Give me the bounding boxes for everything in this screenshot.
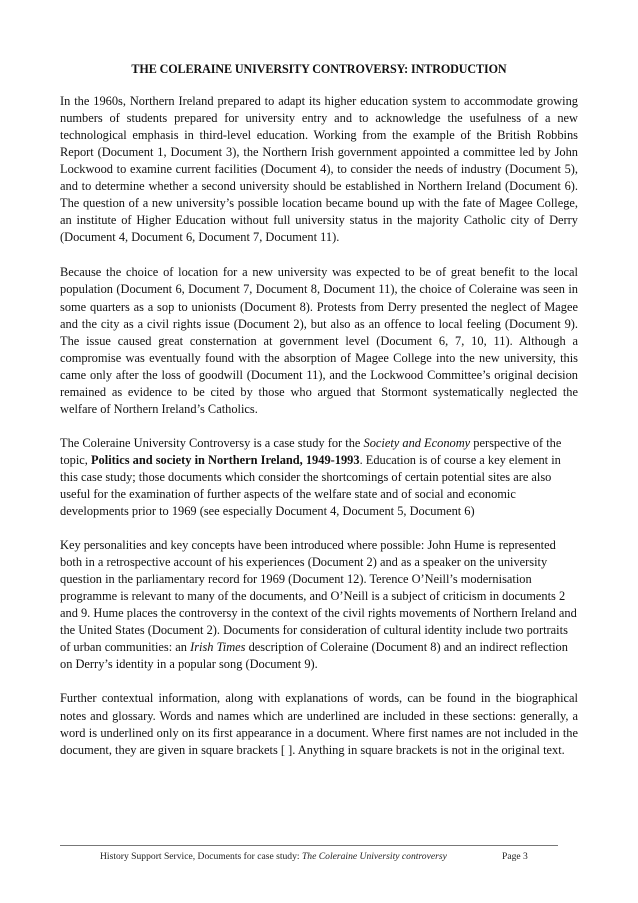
body-text: [60, 93, 578, 759]
footer-source: History Support Service, Documents for case study:: [100, 851, 302, 862]
page-number: Page 3: [502, 851, 528, 862]
footer-case-study-title: The Coleraine University controversy: [301, 851, 447, 862]
paragraph-1: In the 1960s, Northern Ireland prepared to adapt its higher education system to accommodate growing numbers of students prepared for university entry and to acknowledge the usefulness of a new technological emphasis in third-level education. Working from the example of the British Robbins Report (Document 1, Document 3), the Northern Irish government appointed a committee led by John Lockwood to examine current facilities (Document 4), to consider the needs of industry (Document 5), and to determine whether a second university should be established in Northern Ireland (Document 6). The question of a new university’s possible location became bound up with the fate of Magee College, an institute of Higher Education without full university status in the majority Catholic city of Derry (Document 4, Document 6, Document 7, Document 11).: [60, 94, 578, 245]
footer-divider: [60, 845, 558, 846]
p3-perspective-italic: Society and Economy: [363, 435, 471, 450]
paragraph-2: Because the choice of location for a new university was expected to be of great benefit to the local population (Document 6, Document 7, Document 8, Document 11), the choice of Coleraine was seen in some quarters as a sop to unionists (Document 8). Protests from Derry presented the neglect of Magee and the city as a civil rights issue (Document 2), but also as an offence to local feeling (Document 9). The issue caused great consternation at government level (Document 6, 7, 10, 11). Although a compromise was eventually found with the absorption of Magee College into the new university, this came only after the loss of goodwill (Document 11), and the Lockwood Committee’s original decision remained as evidence to be cited by those who argued that Stormont systematically neglected the welfare of Northern Ireland’s Catholics.: [60, 265, 578, 416]
paragraph-4: [60, 537, 578, 673]
p3-text-a: The Coleraine University Controversy is a case study for the: [60, 435, 364, 450]
page-footer: [100, 851, 540, 862]
paragraph-3: [60, 435, 578, 520]
p4-newspaper-italic: Irish Times: [190, 640, 246, 655]
p3-text-c: perspective of the topic,: [60, 435, 562, 467]
page-title: THE COLERAINE UNIVERSITY CONTROVERSY: INTRODUCTION: [131, 62, 507, 76]
paragraph-5: Further contextual information, along with explanations of words, can be found in the biographical notes and glossary. Words and names which are underlined are included in these sections: generally, a word is underlined only on its first appearance in a document. Where first names are not included in the document, they are given in square brackets [ ]. Anything in square brackets is not in the original text.: [60, 691, 578, 757]
p4-text-a: Key personalities and key concepts have been introduced where possible: John Hume is represented both in a retrospective account of his experiences (Document 2) and as a speaker on the university question in the parliamentary record for 1969 (Document 12). Terence O’Neill’s modernisation programme is relevant to many of the documents, and O’Neill is a subject of criticism in documents 2 and 9. Hume places the controversy in the context of the civil rights movements of Northern Ireland and the United States (Document 2). Documents for consideration of cultural identity include two portraits of urban communities: an: [60, 538, 577, 655]
p4-text-c: description of Coleraine (Document 8) and an indirect reflection on Derry’s identity in a popular song (Document 9).: [60, 640, 568, 672]
p3-text-e: . Education is of course a key element in this case study; those documents which consider the shortcomings of certain potential sites are also useful for the examination of further aspects of the welfare state and of social and economic developments prior to 1969 (see especially Document 4, Document 5, Document 6): [60, 452, 561, 519]
p3-topic-bold: Politics and society in Northern Ireland, 1949-1993: [90, 452, 360, 467]
